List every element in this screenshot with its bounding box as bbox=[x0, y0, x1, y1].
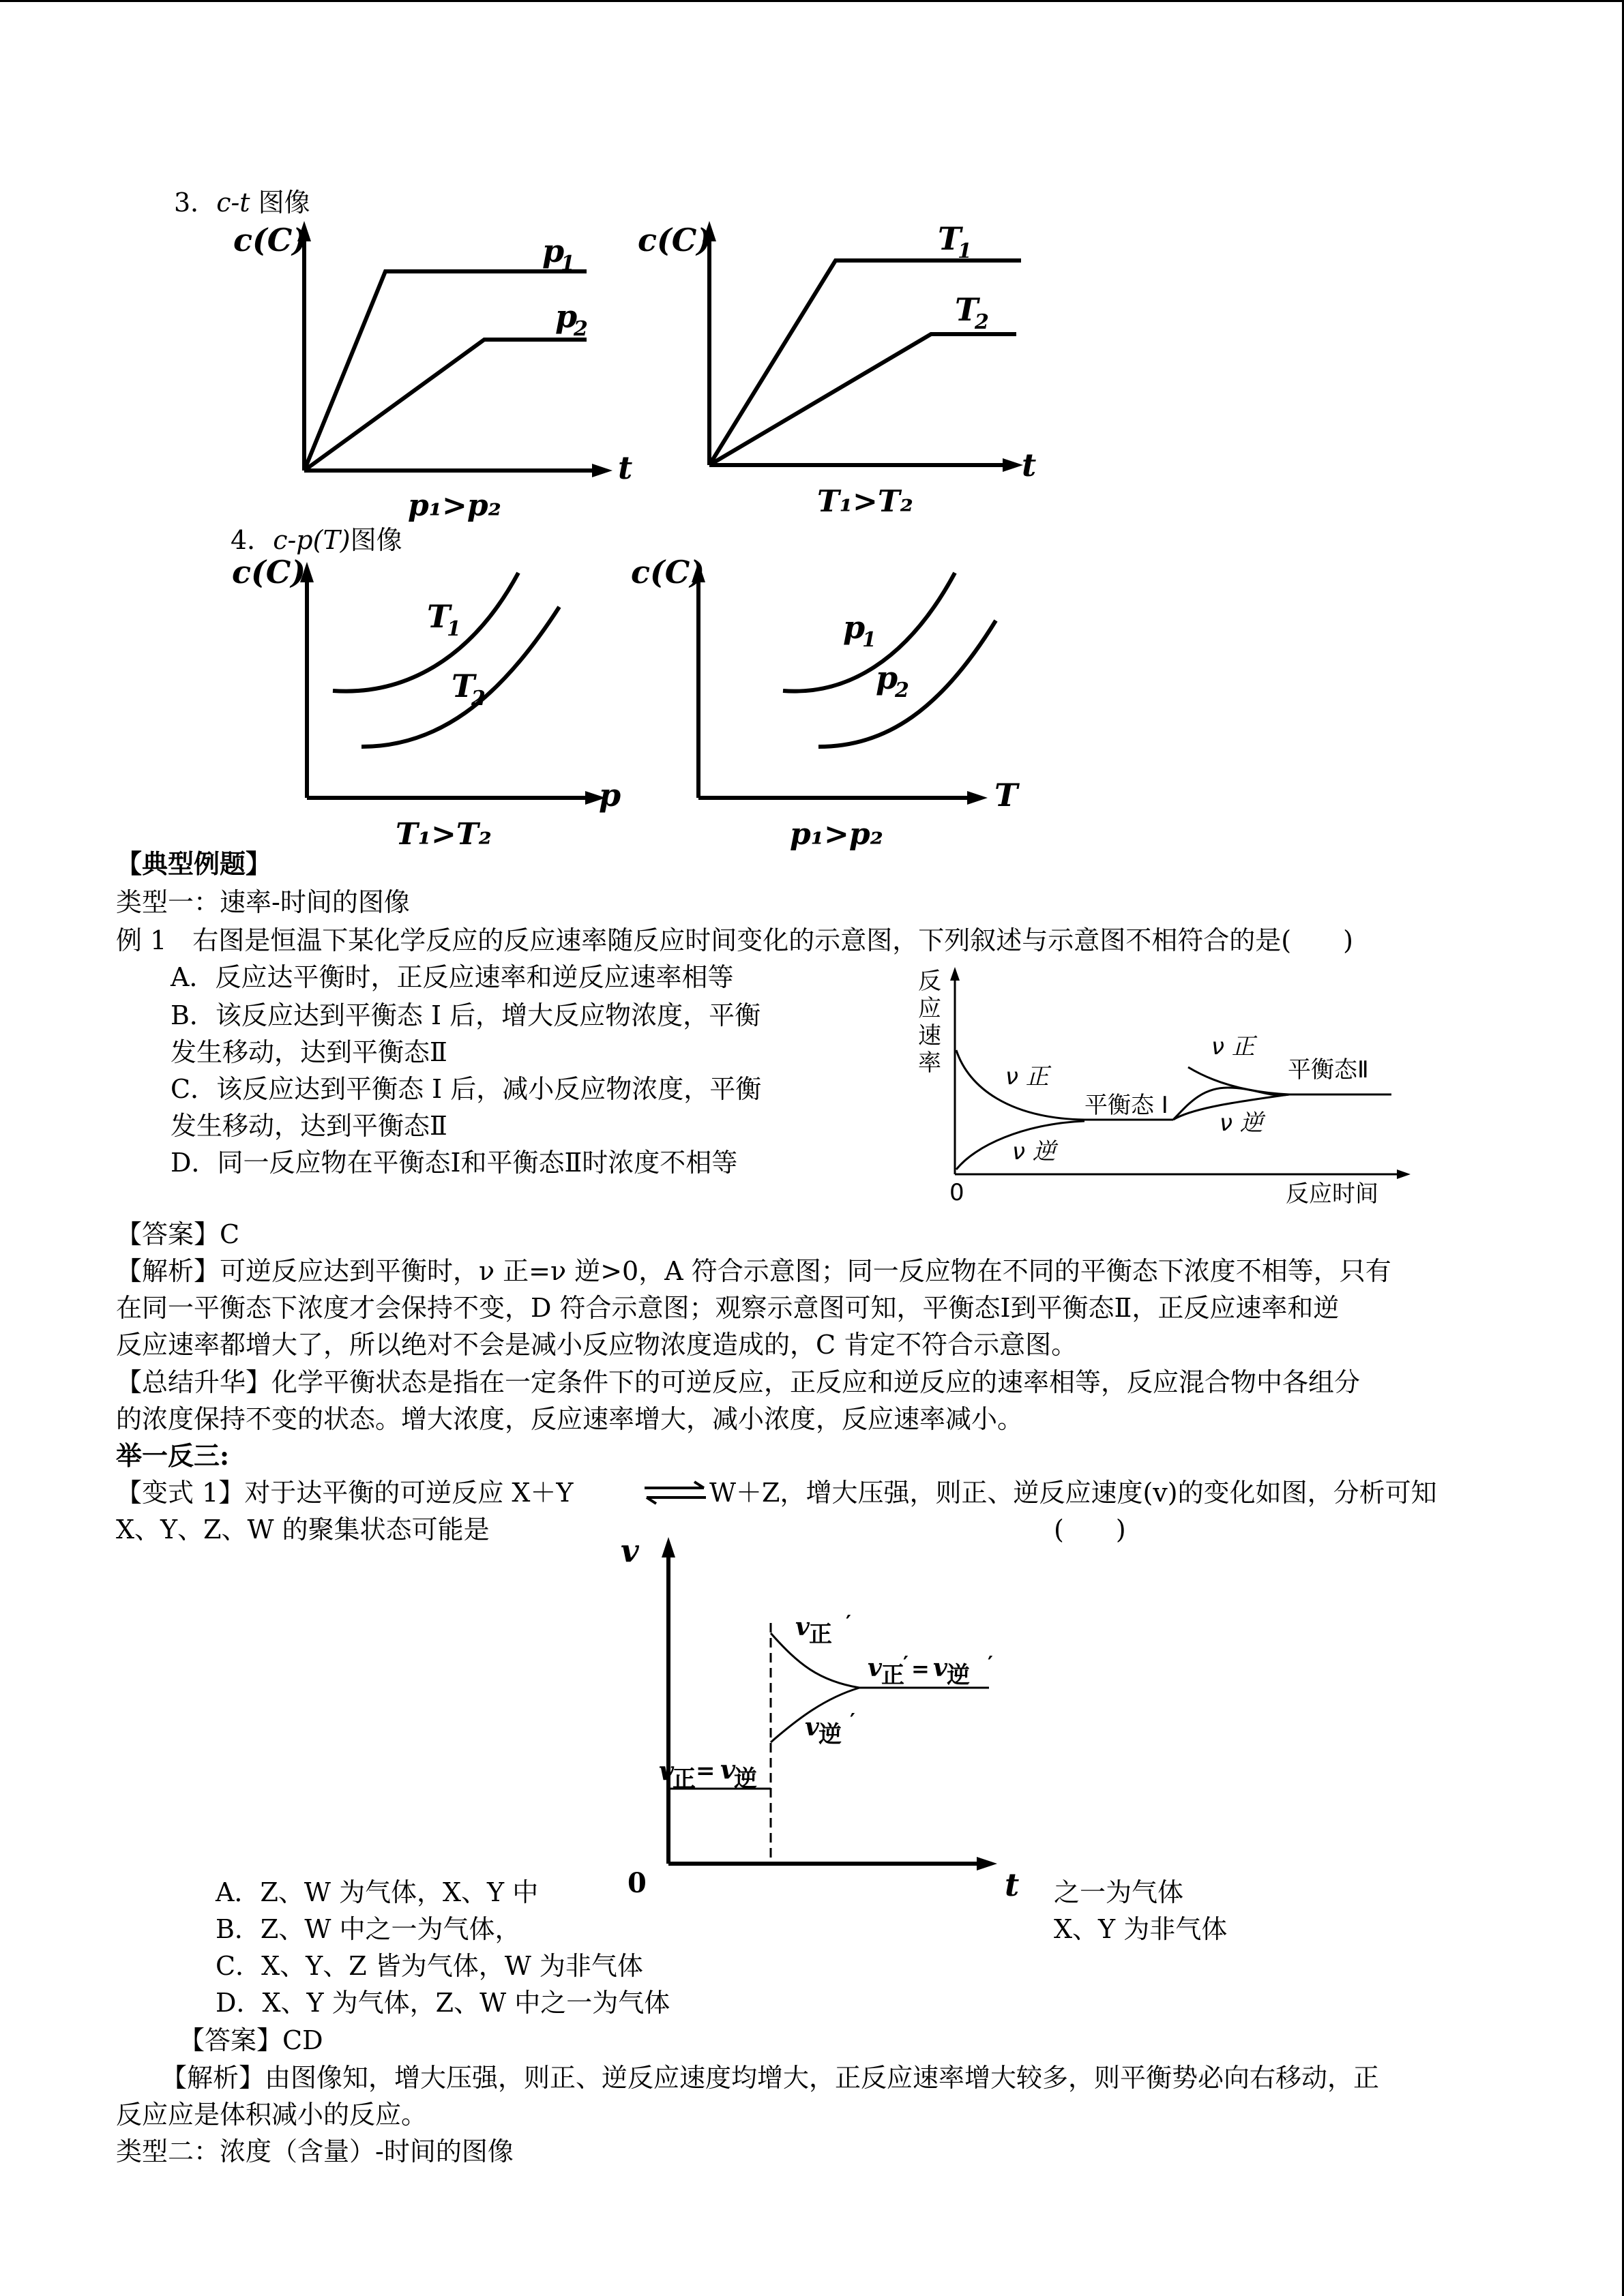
caption-p: p₁>p₂ bbox=[790, 817, 883, 852]
label-state-1: 平衡态 I bbox=[1084, 1092, 1168, 1119]
origin-label: 0 bbox=[949, 1179, 964, 1206]
extension-heading: 举一反三: bbox=[116, 1440, 230, 1471]
label-v-ni-2: ν 逆 bbox=[1220, 1109, 1263, 1137]
variant1-answer: 【答案】CD bbox=[179, 2025, 323, 2055]
label-T2-sub: 2 bbox=[471, 687, 486, 711]
label-p2: p bbox=[555, 298, 578, 335]
figure-ct-temperature bbox=[634, 211, 1057, 525]
section-4-italic: c-p(T) bbox=[273, 525, 351, 555]
label-v-before-2: v bbox=[720, 1754, 736, 1785]
variant1-question-line2: X、Y、Z、W 的聚集状态可能是 bbox=[116, 1515, 490, 1545]
x-axis-arrow bbox=[592, 464, 612, 477]
label-p2: p bbox=[876, 659, 898, 696]
section-3-italic: c-t bbox=[216, 188, 250, 218]
label-p1-sub: 1 bbox=[561, 252, 575, 275]
y-axis-label: c(C) bbox=[232, 554, 306, 591]
label-eq-after: = bbox=[911, 1656, 930, 1682]
figure-cp-temperature bbox=[225, 552, 648, 852]
y-axis-label: c(C) bbox=[631, 554, 705, 591]
x-axis-label: t bbox=[1022, 447, 1037, 483]
x-axis-arrow bbox=[1003, 458, 1023, 472]
example1-option-c-line2: 发生移动，达到平衡态Ⅱ bbox=[171, 1111, 447, 1141]
y-axis-label: c(C) bbox=[638, 222, 712, 258]
section-3-num: 3． bbox=[174, 188, 217, 218]
variant1-question-end: W＋Z，增大压强，则正、逆反应速度(v)的变化如图，分析可知 bbox=[709, 1478, 1437, 1508]
y-axis-arrow bbox=[662, 1537, 675, 1557]
label-T1-sub: 1 bbox=[447, 617, 461, 641]
figure-cT-pressure bbox=[628, 552, 1050, 852]
variant1-option-a-right: 之一为气体 bbox=[1054, 1877, 1184, 1907]
example1-option-a: A．反应达平衡时，正反应速率和逆反应速率相等 bbox=[171, 962, 734, 992]
label-p1: p bbox=[843, 609, 866, 646]
variant1-answer-parens: ( ) bbox=[1054, 1515, 1126, 1545]
label-v-ni-prime: v bbox=[805, 1713, 819, 1742]
caption-T: T₁>T₂ bbox=[817, 484, 913, 519]
example1-option-c-line1: C．该反应达到平衡态 I 后，减小反应物浓度，平衡 bbox=[171, 1074, 762, 1104]
label-ni-before: 逆 bbox=[734, 1765, 757, 1793]
label-v-eq-2: v bbox=[933, 1654, 947, 1682]
variant1-option-b-right: X、Y 为非气体 bbox=[1054, 1914, 1228, 1944]
example1-answer: 【答案】C bbox=[116, 1219, 240, 1249]
variant1-option-d: D．X、Y 为气体，Z、W 中之一为气体 bbox=[216, 1988, 670, 2018]
section-4-title: 图像 bbox=[350, 525, 402, 555]
summary-line1: 【总结升华】化学平衡状态是指在一定条件下的可逆反应，正反应和逆反应的速率相等，反应混合物中各组分 bbox=[116, 1367, 1361, 1397]
reversible-arrow-icon bbox=[641, 1480, 709, 1507]
figure-ct-pressure bbox=[218, 211, 641, 525]
label-eq-before: = bbox=[696, 1757, 715, 1785]
origin-label: 0 bbox=[628, 1867, 647, 1899]
label-p2-sub: 2 bbox=[574, 317, 588, 341]
y-axis-label: v bbox=[621, 1532, 639, 1569]
x-axis-label: t bbox=[618, 449, 633, 486]
label-prime-3: ′ bbox=[903, 1652, 909, 1676]
label-p1: p bbox=[542, 233, 565, 269]
example1-option-b-line2: 发生移动，达到平衡态Ⅱ bbox=[171, 1037, 447, 1067]
variant1-analysis-line2: 反应应是体积减小的反应。 bbox=[116, 2100, 428, 2130]
y-axis-arrow bbox=[950, 967, 960, 981]
x-axis-arrow bbox=[1397, 1169, 1411, 1179]
section-4-num: 4． bbox=[231, 525, 274, 555]
label-T1: T bbox=[938, 220, 962, 257]
label-state-2: 平衡态Ⅱ bbox=[1288, 1056, 1369, 1084]
x-axis-label: T bbox=[994, 777, 1018, 814]
label-v-before-1: v bbox=[659, 1755, 675, 1786]
label-zheng-prime: 正 bbox=[809, 1621, 832, 1648]
label-ni-eq: 逆 bbox=[947, 1662, 970, 1689]
label-p2-sub: 2 bbox=[895, 679, 909, 702]
variant1-question-start: 【变式 1】对于达平衡的可逆反应 X＋Y bbox=[116, 1478, 574, 1508]
label-prime-2: ′ bbox=[850, 1710, 855, 1733]
example1-analysis-line2: 在同一平衡态下浓度才会保持不变，D 符合示意图；观察示意图可知，平衡态Ⅰ到平衡态Ⅱ，正反应速率和逆 bbox=[116, 1293, 1340, 1323]
curve-T1 bbox=[333, 573, 518, 691]
y-label-char-2: 应 bbox=[918, 995, 941, 1022]
example1-question: 例 1 右图是恒温下某化学反应的反应速率随反应时间变化的示意图，下列叙述与示意图不相符合的是( ) bbox=[116, 925, 1353, 955]
figure-rate-time bbox=[900, 961, 1446, 1221]
summary-line2: 的浓度保持不变的状态。增大浓度，反应速率增大，减小浓度，反应速率减小。 bbox=[116, 1404, 1024, 1434]
label-v-zheng-prime: v bbox=[795, 1613, 810, 1641]
label-T2: T bbox=[452, 668, 475, 704]
label-zheng-eq: 正 bbox=[881, 1662, 904, 1689]
label-v-eq-1: v bbox=[868, 1654, 882, 1682]
y-axis-label: c(C) bbox=[233, 222, 308, 258]
figure-velocity-time bbox=[607, 1527, 1084, 1909]
x-axis-label: p bbox=[599, 777, 621, 814]
label-v-ni-1: ν 逆 bbox=[1012, 1138, 1056, 1165]
y-label-char-1: 反 bbox=[918, 968, 941, 995]
type2-title: 类型二：浓度（含量）-时间的图像 bbox=[116, 2136, 514, 2166]
x-axis-label: 反应时间 bbox=[1286, 1180, 1378, 1208]
variant1-option-b-left: B．Z、W 中之一为气体， bbox=[216, 1914, 521, 1944]
curve-v-zheng-2-upper bbox=[1188, 1067, 1289, 1094]
example1-option-d: D．同一反应物在平衡态Ⅰ和平衡态Ⅱ时浓度不相等 bbox=[171, 1148, 738, 1178]
variant1-analysis-line1: 【解析】由图像知，增大压强，则正、逆反应速度均增大，正反应速率增大较多，则平衡势必向右移动，正 bbox=[161, 2063, 1380, 2093]
caption-p: p₁>p₂ bbox=[408, 488, 501, 523]
label-prime-4: ′ bbox=[988, 1652, 993, 1676]
section-3-title: 图像 bbox=[250, 188, 310, 218]
label-v-zheng-2: ν 正 bbox=[1211, 1033, 1255, 1060]
y-label-char-3: 速 bbox=[918, 1022, 941, 1049]
variant1-option-a-left: A．Z、W 为气体，X、Y 中 bbox=[216, 1877, 539, 1907]
label-prime-1: ′ bbox=[846, 1611, 851, 1635]
label-ni-prime: 逆 bbox=[818, 1721, 842, 1748]
label-zheng-before: 正 bbox=[673, 1765, 696, 1793]
label-T2: T bbox=[955, 291, 979, 328]
x-axis-arrow bbox=[967, 791, 988, 805]
page-top-border bbox=[0, 0, 1624, 2]
type1-title: 类型一：速率-时间的图像 bbox=[116, 887, 410, 917]
y-label-char-4: 率 bbox=[918, 1049, 941, 1077]
variant1-option-c: C．X、Y、Z 皆为气体，W 为非气体 bbox=[216, 1951, 643, 1981]
example1-analysis-line1: 【解析】可逆反应达到平衡时，ν 正=ν 逆>0，A 符合示意图；同一反应物在不同的平衡态下浓度不相等，只有 bbox=[116, 1256, 1391, 1286]
x-axis-arrow bbox=[977, 1857, 997, 1870]
example1-analysis-line3: 反应速率都增大了，所以绝对不会是减小反应物浓度造成的，C 肯定不符合示意图。 bbox=[116, 1330, 1078, 1360]
label-T1-sub: 1 bbox=[958, 239, 972, 263]
caption-T: T₁>T₂ bbox=[396, 817, 492, 852]
label-p1-sub: 1 bbox=[862, 628, 876, 652]
label-T1: T bbox=[427, 598, 451, 635]
curve-p2 bbox=[304, 340, 587, 471]
label-T2-sub: 2 bbox=[975, 310, 989, 334]
typical-heading: 【典型例题】 bbox=[116, 848, 272, 879]
curve-T2 bbox=[709, 334, 1016, 465]
x-axis-label: t bbox=[1005, 1866, 1020, 1903]
example1-option-b-line1: B．该反应达到平衡态 I 后，增大反应物浓度，平衡 bbox=[171, 1000, 761, 1030]
label-v-zheng-1: ν 正 bbox=[1005, 1063, 1049, 1090]
